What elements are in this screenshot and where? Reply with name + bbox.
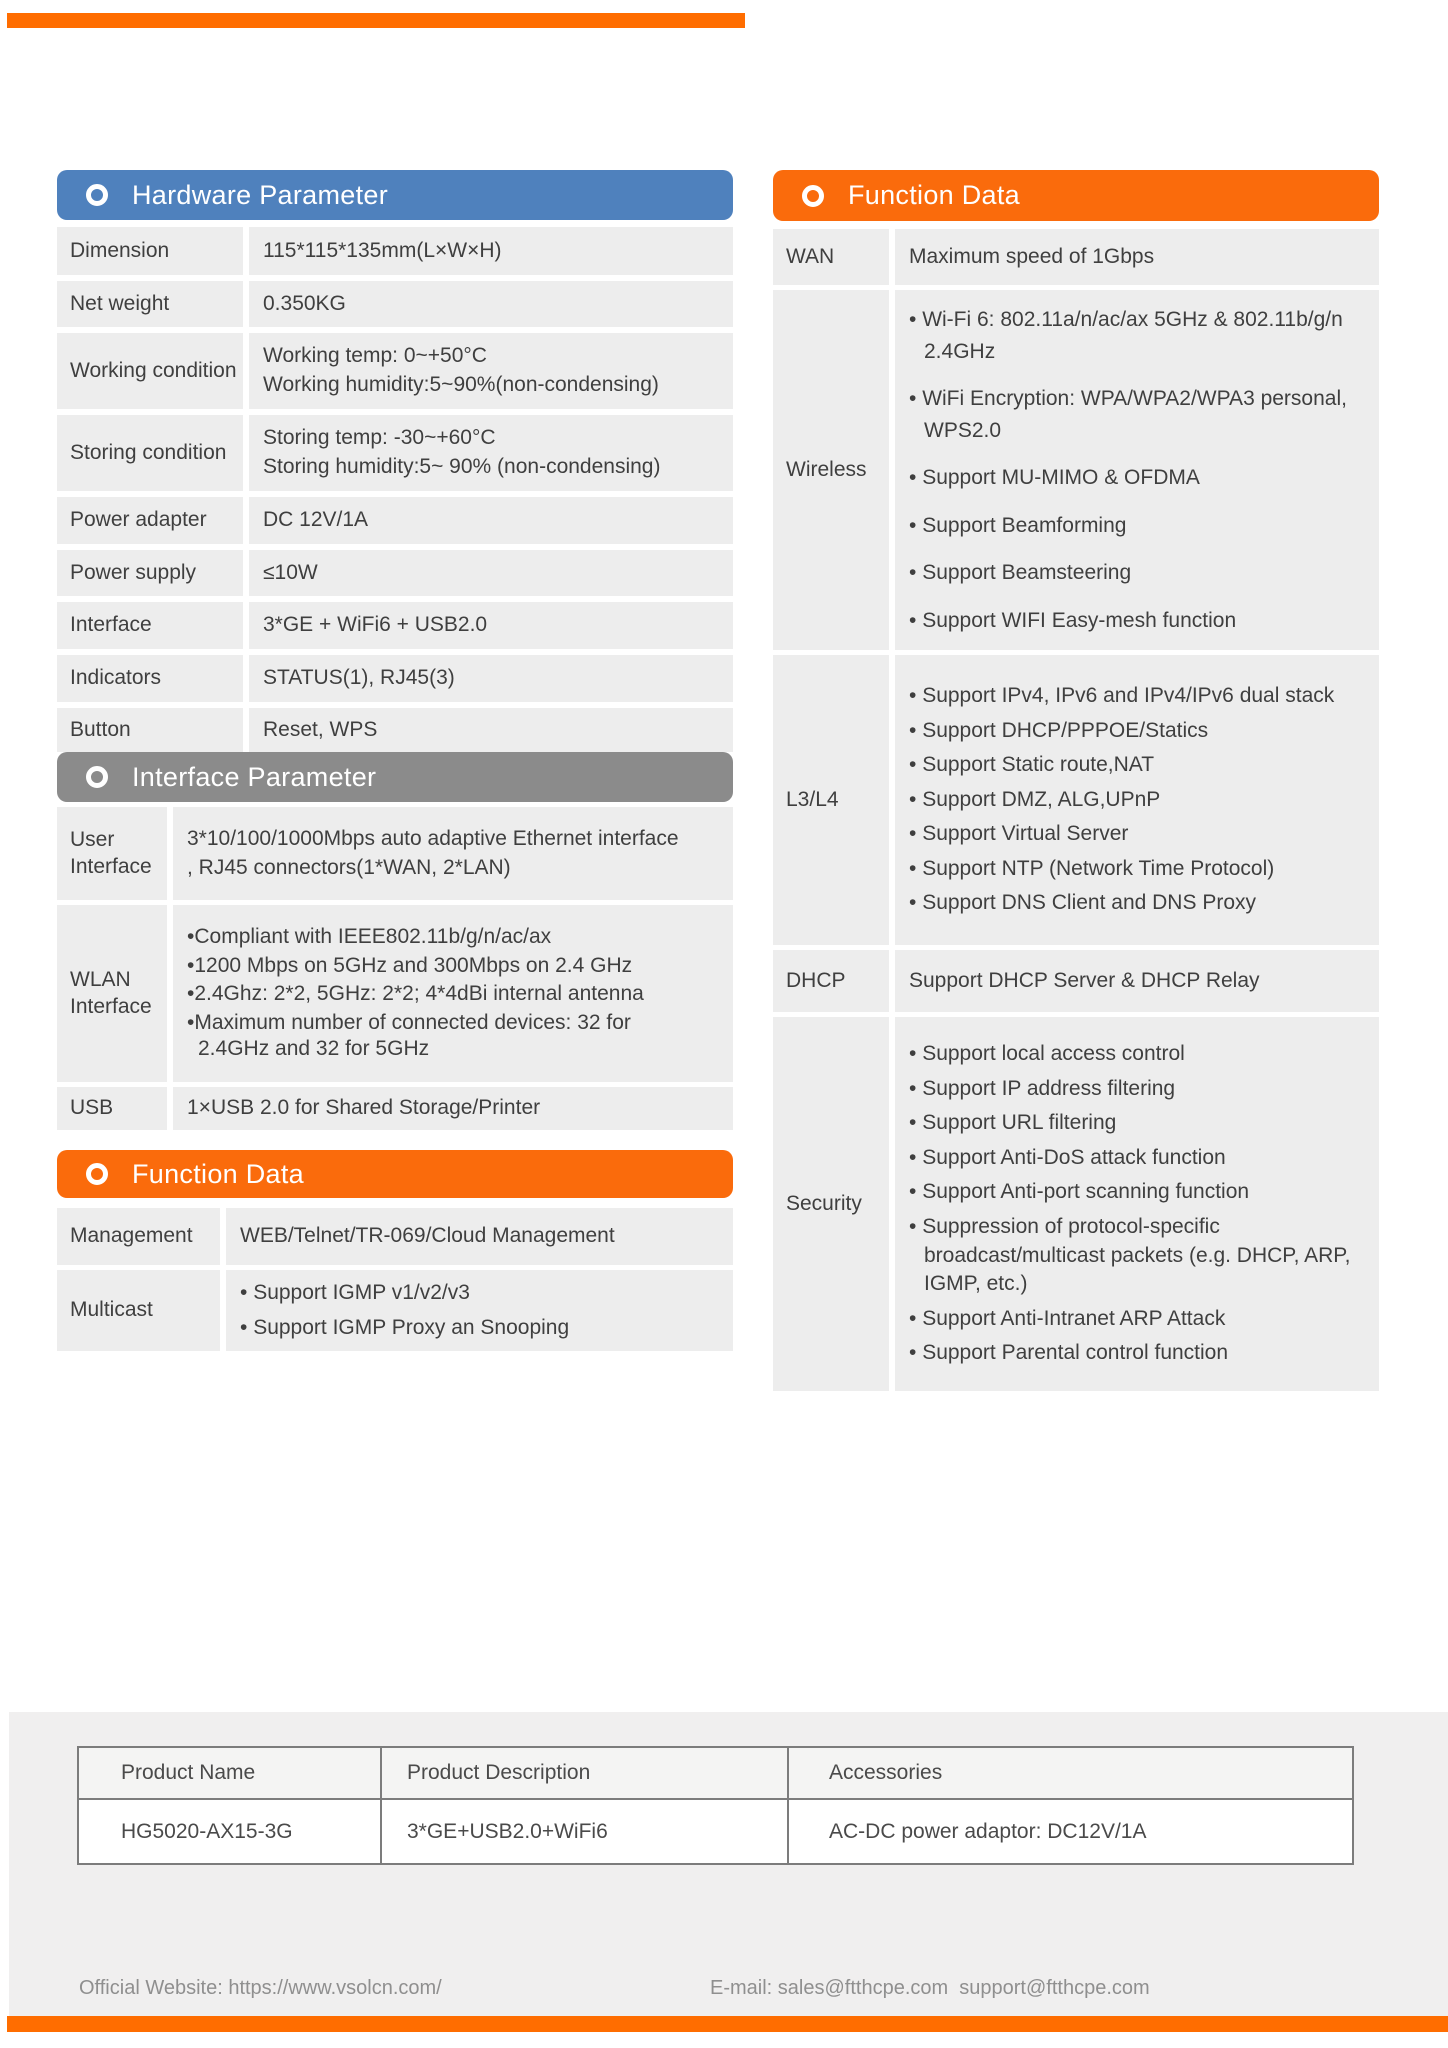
row-label: Net weight: [57, 281, 243, 327]
table-row: [773, 950, 1379, 1012]
table-row: [57, 550, 733, 596]
bullet-item: • Support IP address filtering: [909, 1075, 1377, 1104]
row-value: [249, 415, 733, 491]
row-value: [173, 807, 733, 900]
value-text: 3*GE + WiFi6 + USB2.0: [263, 613, 488, 637]
bullet-item: • Support WIFI Easy-mesh function: [909, 605, 1377, 637]
bullet-item: • Support Anti-Intranet ARP Attack: [909, 1305, 1377, 1334]
bullet-item: • Support DNS Client and DNS Proxy: [909, 889, 1377, 918]
bullet-item: • Support DMZ, ALG,UPnP: [909, 786, 1377, 815]
product-table-data-row: [78, 1799, 1353, 1864]
value-text: DC 12V/1A: [263, 508, 369, 532]
table-row: [773, 229, 1379, 285]
row-label: User Interface: [57, 807, 167, 900]
value-text: WEB/Telnet/TR-069/Cloud Management: [240, 1224, 615, 1248]
row-value: [226, 1208, 733, 1265]
value-line: Working temp: 0~+50°C: [263, 344, 487, 368]
bullet-item: • Support NTP (Network Time Protocol): [909, 855, 1377, 884]
table-row: [57, 333, 733, 409]
bullet-item: • Support IGMP v1/v2/v3: [240, 1279, 725, 1308]
row-value: [249, 708, 733, 752]
table-row: [57, 655, 733, 702]
value-line: Storing temp: -30~+60°C: [263, 426, 496, 450]
row-value: [895, 655, 1379, 945]
footer-website: Official Website: https://www.vsolcn.com/: [79, 1977, 442, 1999]
bullet-item: • Support Beamforming: [909, 510, 1377, 542]
table-row: [57, 227, 733, 275]
row-label: L3/L4: [773, 655, 889, 945]
row-label: Power supply: [57, 550, 243, 596]
value-line: Storing humidity:5~ 90% (non-condensing): [263, 455, 661, 478]
footer-email: E-mail: sales@ftthcpe.com support@ftthcpe.com: [710, 1977, 1150, 1999]
value-line: Working humidity:5~90%(non-condensing): [263, 373, 659, 396]
bullet-item: • Support local access control: [909, 1040, 1377, 1069]
table-row: [57, 1208, 733, 1265]
bottom-accent-bar: [7, 2016, 1448, 2032]
product-name-header: Product Name: [78, 1747, 381, 1799]
row-label: Multicast: [57, 1270, 220, 1351]
bullet-item: • Support Virtual Server: [909, 820, 1377, 849]
section-title: Function Data: [848, 180, 1020, 210]
bullet-item: • Support DHCP/PPPOE/Statics: [909, 717, 1377, 746]
product-table-header-row: [78, 1747, 1353, 1799]
row-value: [895, 229, 1379, 285]
row-label: Indicators: [57, 655, 243, 702]
table-row: [773, 290, 1379, 650]
section-header-interface-parameter: [57, 752, 733, 802]
circle-ring-icon: [86, 1163, 108, 1185]
bullet-item: • Support Beamsteering: [909, 557, 1377, 589]
row-value: [173, 1087, 733, 1130]
row-label: Management: [57, 1208, 220, 1265]
bullet-item: • 1200 Mbps on 5GHz and 300Mbps on 2.4 GHz: [187, 953, 689, 980]
row-label: Button: [57, 708, 243, 752]
row-value: [249, 602, 733, 649]
table-row: [57, 807, 733, 900]
bullet-item: • Support IPv4, IPv6 and IPv4/IPv6 dual stack: [909, 682, 1377, 711]
table-row: [57, 497, 733, 544]
table-row: [773, 655, 1379, 945]
bullet-item: • Suppression of protocol-specific broadcast/multicast packets (e.g. DHCP, ARP, IGMP, etc.): [909, 1213, 1377, 1299]
table-row: [57, 281, 733, 327]
section-header-hardware-parameter: [57, 170, 733, 220]
value-text: 1×USB 2.0 for Shared Storage/Printer: [187, 1096, 541, 1120]
bullet-item: • Support Anti-port scanning function: [909, 1178, 1377, 1207]
bullet-item: • Support MU-MIMO & OFDMA: [909, 462, 1377, 494]
row-label: Dimension: [57, 227, 243, 275]
row-value: [895, 290, 1379, 650]
product-name-value: HG5020-AX15-3G: [78, 1799, 381, 1864]
bullet-item: • Support URL filtering: [909, 1109, 1377, 1138]
bullet-item: • Compliant with IEEE802.11b/g/n/ac/ax: [187, 924, 689, 951]
circle-ring-icon: [802, 185, 824, 207]
table-row: [57, 1270, 733, 1351]
row-label: Power adapter: [57, 497, 243, 544]
row-label: WAN: [773, 229, 889, 285]
row-value: [249, 227, 733, 275]
value-text: 0.350KG: [263, 291, 346, 315]
product-description-header: Product Description: [381, 1747, 788, 1799]
row-label: Storing condition: [57, 415, 243, 491]
circle-ring-icon: [86, 184, 108, 206]
top-accent-bar: [7, 13, 745, 28]
row-label: Working condition: [57, 333, 243, 409]
bullet-item: • WiFi Encryption: WPA/WPA2/WPA3 personal, WPS2.0: [909, 383, 1377, 446]
value-text: 3*10/100/1000Mbps auto adaptive Ethernet interface , RJ45 connectors(1*WAN, 2*LAN): [187, 826, 679, 879]
bullet-item: • 2.4Ghz: 2*2, 5GHz: 2*2; 4*4dBi internal antenna: [187, 981, 689, 1008]
row-label: Wireless: [773, 290, 889, 650]
right-column: [773, 170, 1379, 1391]
value-text: Support DHCP Server & DHCP Relay: [909, 968, 1260, 992]
bullet-item: • Support IGMP Proxy an Snooping: [240, 1314, 725, 1343]
row-label: Security: [773, 1017, 889, 1391]
section-title: Hardware Parameter: [132, 179, 388, 210]
row-value: [173, 905, 733, 1082]
section-header-function-data-left: [57, 1150, 733, 1198]
section-title: Function Data: [132, 1158, 304, 1189]
row-label: Interface: [57, 602, 243, 649]
value-text: ≤10W: [263, 560, 318, 584]
bullet-item: • Support Static route,NAT: [909, 751, 1377, 780]
table-row: [57, 905, 733, 1082]
row-label: USB: [57, 1087, 167, 1130]
table-row: [57, 708, 733, 752]
row-value: [249, 655, 733, 702]
value-text: Maximum speed of 1Gbps: [909, 244, 1155, 268]
value-text: STATUS(1), RJ45(3): [263, 666, 455, 690]
bullet-item: • Support Anti-DoS attack function: [909, 1144, 1377, 1173]
table-row: [57, 602, 733, 649]
table-row: [57, 1087, 733, 1130]
row-value: [249, 333, 733, 409]
row-value: [249, 550, 733, 596]
section-header-function-data-right: [773, 170, 1379, 221]
row-value: [226, 1270, 733, 1351]
row-label: WLAN Interface: [57, 905, 167, 1082]
bullet-item: • Support Parental control function: [909, 1339, 1377, 1368]
row-value: [249, 281, 733, 327]
table-row: [57, 415, 733, 491]
value-text: 115*115*135mm(L×W×H): [263, 238, 502, 262]
table-row: [773, 1017, 1379, 1391]
section-title: Interface Parameter: [132, 761, 377, 792]
product-table: [77, 1746, 1354, 1865]
row-value: [895, 1017, 1379, 1391]
row-label: DHCP: [773, 950, 889, 1012]
accessories-value: AC-DC power adaptor: DC12V/1A: [788, 1799, 1353, 1864]
value-text: Reset, WPS: [263, 717, 378, 741]
left-column: [57, 170, 733, 1351]
bullet-item: • Maximum number of connected devices: 32 for 2.4GHz and 32 for 5GHz: [187, 1010, 689, 1063]
product-description-value: 3*GE+USB2.0+WiFi6: [381, 1799, 788, 1864]
bullet-item: • Wi-Fi 6: 802.11a/n/ac/ax 5GHz & 802.11b/g/n 2.4GHz: [909, 304, 1377, 367]
row-value: [249, 497, 733, 544]
circle-ring-icon: [86, 766, 108, 788]
row-value: [895, 950, 1379, 1012]
accessories-header: Accessories: [788, 1747, 1353, 1799]
